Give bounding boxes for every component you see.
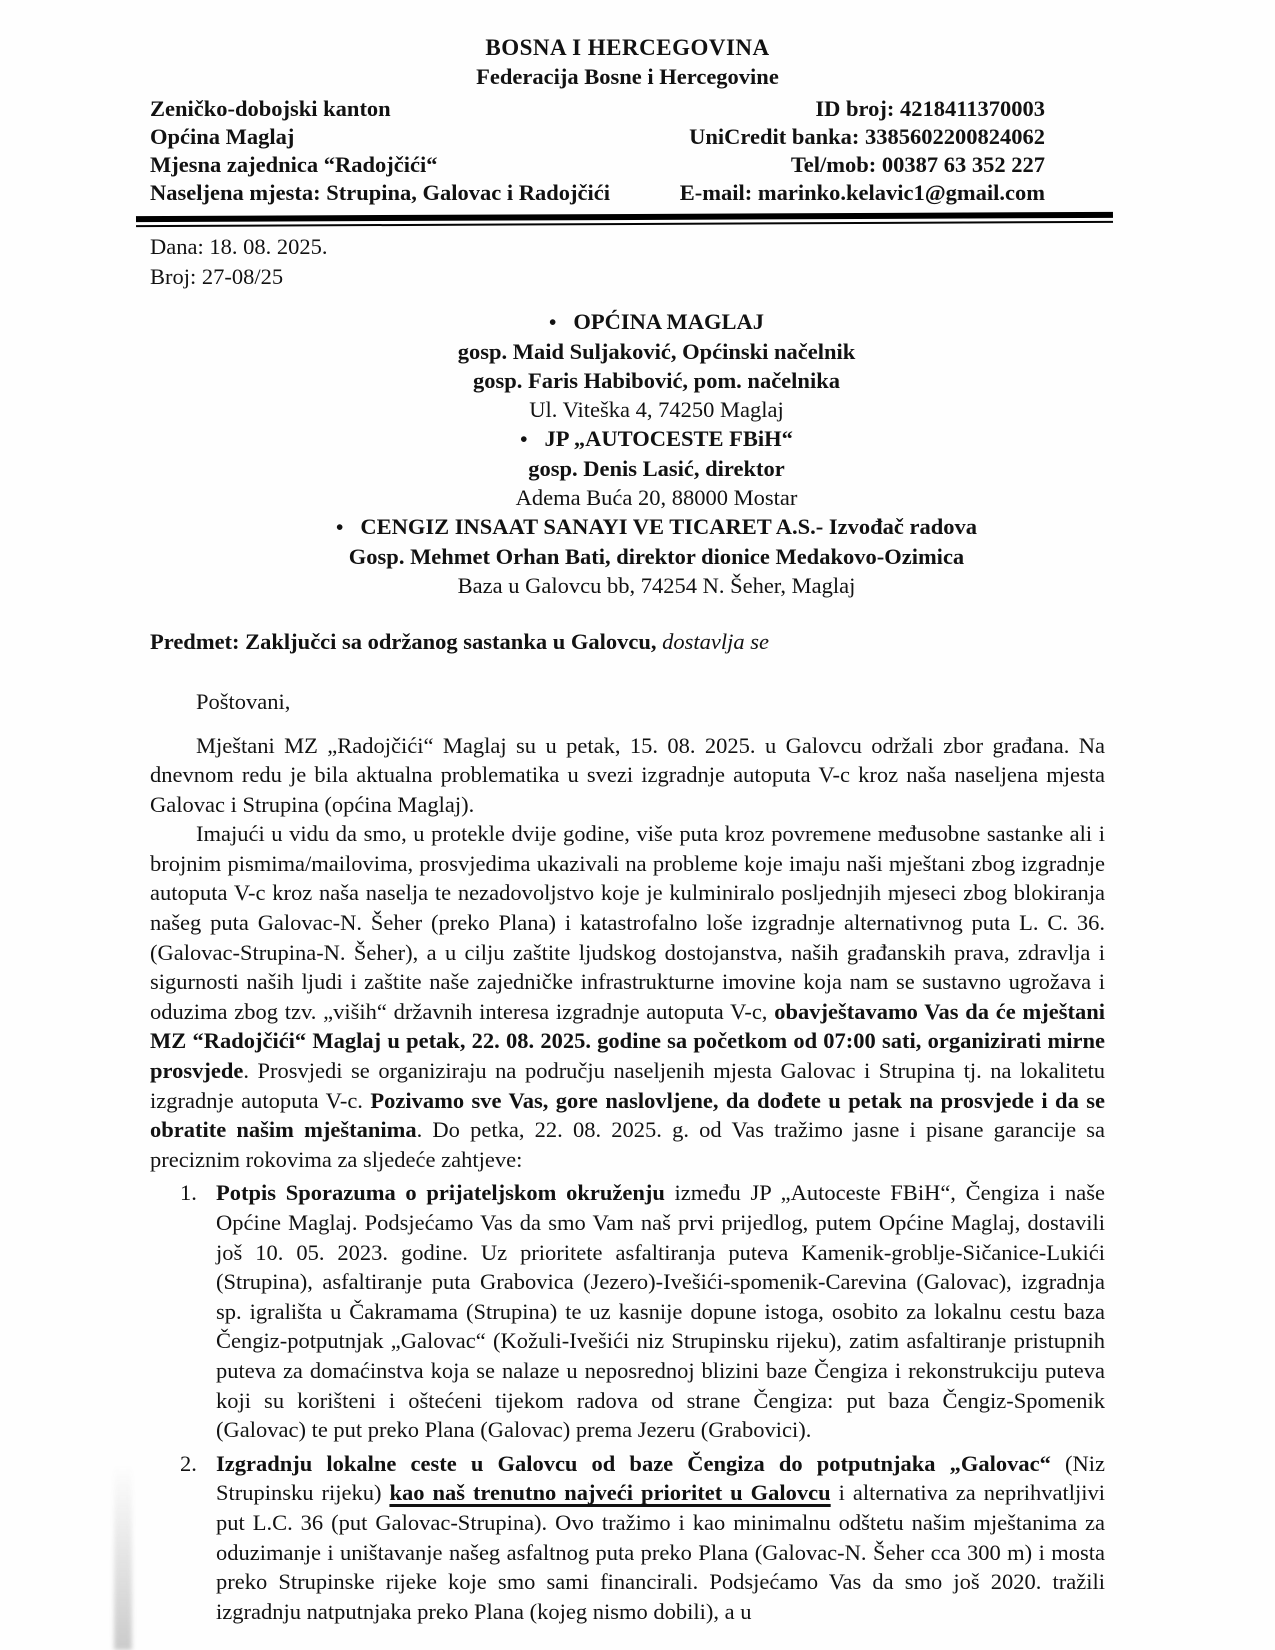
text-run: . Prosvjedi se organiziraju na području naseljenih mjesta Galovac i Strupina tj. na lokalitetu izgradnje autoputa V-c. <box>150 1058 1105 1113</box>
body-paragraph <box>150 731 1105 820</box>
header-divider-thin <box>136 221 1113 227</box>
org-line-canton: Zeničko-dobojski kanton <box>150 96 391 121</box>
recipients-list <box>208 307 1105 600</box>
demand-text <box>216 1449 1105 1627</box>
recipient-line <box>208 424 1105 454</box>
text-run: i alternativa za neprihvatljivi put L.C. 36 (put Galovac-Strupina). Ovo tražimo i kao minimalnu odštetu našim mještanima za oduzimanje i uništavanje našeg asfaltnog puta preko Plana (Galovac-N. Šeher cca 300 m) i mosta preko Strupinske rijeke koje smo sami financirali. Podsjećamo Vas da smo još 2020. tražili izgradnju natputnjaka preko Plana (kojeg nismo dobili), a u <box>216 1480 1105 1624</box>
recipient-line <box>208 366 1105 395</box>
contact-line-email: E-mail: marinko.kelavic1@gmail.com <box>679 180 1045 205</box>
letterhead-country: BOSNA I HERCEGOVINA <box>485 35 770 60</box>
recipient-text: Gosp. Mehmet Orhan Bati, direktor dionice Medakovo-Ozimica <box>348 544 965 569</box>
document-meta <box>150 232 1105 291</box>
text-run: Izgradnju lokalne ceste u Galovcu od baze Čengiza do potputnjaka „Galovac“ <box>216 1450 1051 1476</box>
bullet-icon: • <box>520 427 528 451</box>
org-line-settlements: Naseljena mjesta: Strupina, Galovac i Radojčići <box>150 180 610 205</box>
recipient-line <box>208 542 1105 571</box>
text-run: Pozivamo sve Vas, gore naslovljene, da dođete u petak na prosvjede i da se obratite našim mještanima <box>150 1087 1105 1143</box>
letterhead-federation: Federacija Bosne i Hercegovine <box>476 64 779 89</box>
recipient-text: gosp. Denis Lasić, direktor <box>528 456 785 481</box>
demand-item <box>150 1449 1105 1627</box>
text-run: . Do petka, 22. 08. 2025. g. od Vas tražimo jasne i pisane garancije sa preciznim rokovima za sljedeće zahtjeve: <box>150 1117 1105 1172</box>
demands-list <box>150 1178 1105 1626</box>
recipient-line <box>208 571 1105 600</box>
demand-number: 2. <box>180 1450 197 1476</box>
recipient-text: CENGIZ INSAAT SANAYI VE TICARET A.S.- Izvođač radova <box>360 514 977 539</box>
recipient-text: Baza u Galovcu bb, 74254 N. Šeher, Maglaj <box>457 573 856 598</box>
recipient-line <box>208 483 1105 512</box>
demand-item <box>150 1178 1105 1444</box>
letterhead-contact-block <box>680 95 1045 207</box>
bullet-icon: • <box>336 515 344 539</box>
text-run: kao naš trenutno najveći prioritet u Galovcu <box>389 1480 831 1506</box>
text-run: obavještavamo Vas da će mještani MZ “Radojčići“ Maglaj u petak, 22. 08. 2025. godine sa početkom od 07:00 sati, organizirati mirne prosvjede <box>150 998 1105 1084</box>
subject-line <box>150 627 1105 656</box>
letterhead-columns <box>150 95 1105 207</box>
recipient-text: JP „AUTOCESTE FBiH“ <box>544 426 793 451</box>
text-run: Potpis Sporazuma o prijateljskom okruženju <box>216 1180 665 1206</box>
contact-line-bank: UniCredit banka: 3385602200824062 <box>689 124 1045 149</box>
bullet-icon: • <box>549 310 557 334</box>
recipient-text: Adema Buća 20, 88000 Mostar <box>515 485 798 510</box>
letterhead <box>150 33 1105 225</box>
recipient-text: OPĆINA MAGLAJ <box>573 309 764 334</box>
body-paragraphs <box>150 731 1105 1175</box>
org-line-local-community: Mjesna zajednica “Radojčići“ <box>150 152 438 177</box>
text-run: Predmet: Zaključci sa održanog sastanka u Galovcu, <box>150 629 663 654</box>
salutation: Poštovani, <box>196 689 291 714</box>
recipient-text: gosp. Faris Habibović, pom. načelnika <box>473 368 840 393</box>
recipient-line <box>208 454 1105 483</box>
letterhead-org-block <box>150 95 610 207</box>
text-run: dostavlja se <box>662 629 769 654</box>
contact-line-phone: Tel/mob: 00387 63 352 227 <box>790 152 1045 177</box>
recipient-line <box>208 307 1105 337</box>
contact-line-id: ID broj: 4218411370003 <box>815 96 1045 121</box>
text-run: Imajući u vidu da smo, u protekle dvije godine, više puta kroz povremene međusobne sastanke ali i brojnim pismima/mailovima, prosvjedima ukazivali na probleme koje imaju naši mještani zbog izgradnje autoputa V-c kroz naša naselja te nezadovoljstvo koje je kulminiralo posljednjih mjeseci zbog blokiranja našeg puta Galovac-N. Šeher (preko Plana) i katastrofalno loše izgradnje alternativnog puta L. C. 36. (Galovac-Strupina-N. Šeher), a u cilju zaštite ljudskog dostojanstva, naših građanskih prava, zdravlja i sigurnosti naših ljudi i zaštite naše zajedničke infrastrukturne imovine koja nam se sustavno ugrožava i oduzima zbog tzv. „viših“ državnih interesa izgradnje autoputa V-c, <box>150 821 1105 1024</box>
date-line: Dana: 18. 08. 2025. <box>150 234 328 259</box>
recipient-line <box>208 395 1105 424</box>
text-run: (Niz Strupinsku rijeku) <box>216 1450 1105 1506</box>
org-line-municipality: Općina Maglaj <box>150 124 295 149</box>
text-run: Mještani MZ „Radojčići“ Maglaj su u petak, 15. 08. 2025. u Galovcu održali zbor građana. Na dnevnom redu je bila aktualna problematika u svezi izgradnje autoputa V-c kroz naša naseljena mjesta Galovac i Strupina (općina Maglaj). <box>150 732 1105 817</box>
number-line: Broj: 27-08/25 <box>150 263 284 289</box>
text-run: između JP „Autoceste FBiH“, Čengiza i naše Općine Maglaj. Podsjećamo Vas da smo Vam naš prvi prijedlog, putem Općine Maglaj, dostavili još 10. 05. 2023. godine. Uz prioritete asfaltiranja puteva Kamenik-groblje-Sičanice-Lukići (Strupina), asfaltiranje puta Grabovica (Jezero)-Ivešići-spomenik-Carevina (Galovac), izgradnja sp. igrališta u Čakramama (Strupina) te uz kasnije dopune istoga, osobito za lokalnu cestu baza Čengiz-potputnjak „Galovac“ (Kožuli-Ivešići niz Strupinsku rijeku), zatim asfaltiranje pristupnih puteva za domaćinstva koja se nalaze u neposrednoj blizini baze Čengiza i rekonstrukciju puteva koji su korišteni i oštećeni tijekom radova od strane Čengiza: put baza Čengiz-Spomenik (Galovac) te put preko Plana (Galovac) prema Jezeru (Grabovici). <box>216 1180 1106 1443</box>
recipient-text: Ul. Viteška 4, 74250 Maglaj <box>529 397 784 422</box>
recipient-line <box>208 337 1105 366</box>
recipient-text: gosp. Maid Suljaković, Općinski načelnik <box>457 339 856 364</box>
recipient-line <box>208 512 1105 542</box>
header-divider <box>136 212 1113 227</box>
demand-number: 1. <box>180 1180 197 1206</box>
body-paragraph <box>150 819 1105 1174</box>
scan-artifact <box>114 1465 132 1650</box>
demand-text <box>216 1178 1105 1444</box>
